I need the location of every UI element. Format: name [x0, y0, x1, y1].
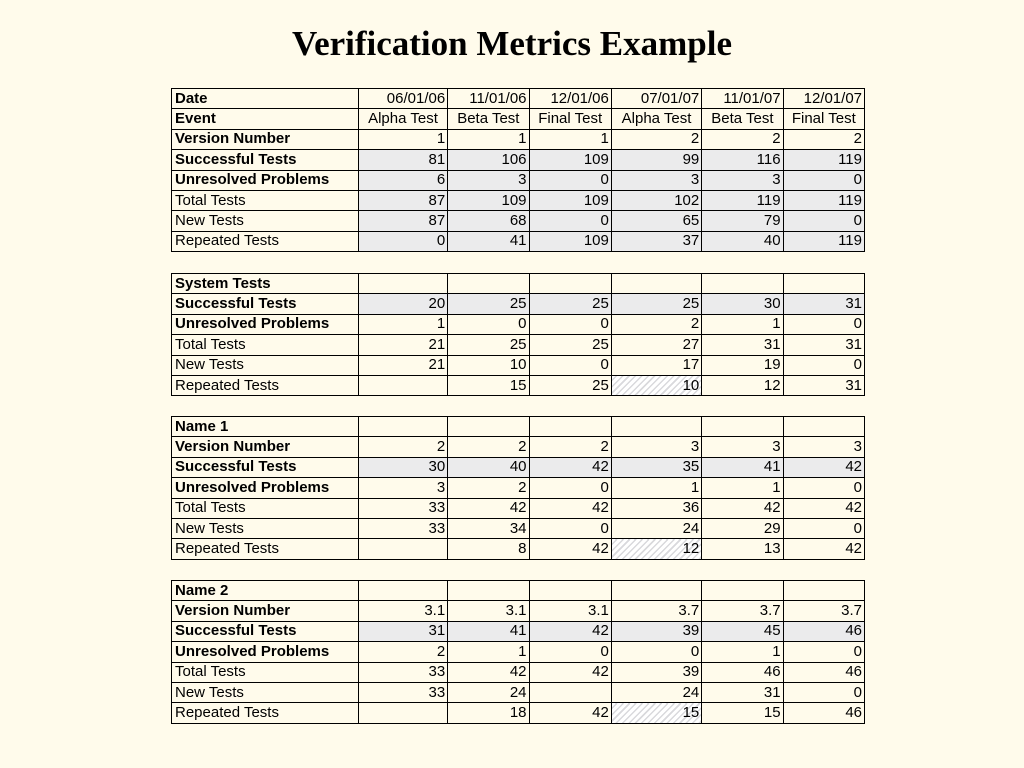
table-cell: 42: [783, 539, 864, 559]
row-label: Total Tests: [172, 335, 359, 355]
row-label: Total Tests: [172, 498, 359, 518]
table-row: [172, 417, 865, 437]
table-cell: 39: [611, 662, 701, 682]
row-label: Successful Tests: [172, 150, 359, 170]
table-cell: 12/01/07: [783, 89, 864, 109]
table-cell: 40: [702, 231, 783, 251]
table-cell: 2: [702, 129, 783, 149]
table-cell: 46: [702, 662, 783, 682]
table-cell: 34: [448, 518, 529, 538]
table-cell: 24: [448, 682, 529, 702]
table-cell: 42: [529, 662, 611, 682]
table-cell: [358, 703, 447, 723]
row-label: Repeated Tests: [172, 539, 359, 559]
system-tests-table: [171, 273, 865, 396]
row-label: Successful Tests: [172, 621, 359, 641]
table-cell: 3: [358, 478, 447, 498]
table-row: [172, 478, 865, 498]
table-cell: 3: [448, 170, 529, 190]
table-cell: 21: [358, 335, 447, 355]
table-cell: 42: [448, 498, 529, 518]
table-cell: 3.7: [702, 601, 783, 621]
table-cell: 0: [783, 478, 864, 498]
table-cell: 0: [529, 314, 611, 334]
table-cell: 87: [358, 190, 447, 210]
table-cell: 31: [702, 682, 783, 702]
table-row: [172, 581, 865, 601]
table-cell: Beta Test: [702, 109, 783, 129]
table-cell: 40: [448, 457, 529, 477]
table-cell: 2: [611, 314, 701, 334]
row-label: Name 1: [172, 417, 359, 437]
name-1-table: [171, 416, 865, 560]
table-cell: 36: [611, 498, 701, 518]
table-cell: [783, 581, 864, 601]
table-cell: 20: [358, 294, 447, 314]
table-cell: 33: [358, 662, 447, 682]
table-cell: 3: [611, 437, 701, 457]
row-label: Version Number: [172, 129, 359, 149]
table-cell: [529, 274, 611, 294]
table-cell: 25: [529, 294, 611, 314]
table-cell: 0: [358, 231, 447, 251]
table-cell: 41: [702, 457, 783, 477]
table-cell: 42: [702, 498, 783, 518]
table-cell: [783, 274, 864, 294]
table-cell: 102: [611, 190, 701, 210]
table-cell: 15: [448, 375, 529, 395]
table-cell: 3.7: [611, 601, 701, 621]
table-cell: 0: [783, 170, 864, 190]
table-cell: 3: [702, 437, 783, 457]
table-cell: 17: [611, 355, 701, 375]
table-row: [172, 703, 865, 723]
table-cell: 65: [611, 211, 701, 231]
table-row: [172, 294, 865, 314]
row-label: New Tests: [172, 355, 359, 375]
table-row: [172, 274, 865, 294]
table-cell: 31: [783, 294, 864, 314]
table-cell: 0: [448, 314, 529, 334]
table-cell: 2: [529, 437, 611, 457]
table-cell: 29: [702, 518, 783, 538]
row-label: Event: [172, 109, 359, 129]
table-cell: 109: [448, 190, 529, 210]
table-cell: [448, 417, 529, 437]
table-cell: 30: [702, 294, 783, 314]
table-cell: 1: [702, 478, 783, 498]
table-cell: 1: [529, 129, 611, 149]
table-cell: 46: [783, 703, 864, 723]
table-cell: 27: [611, 335, 701, 355]
table-cell: 31: [358, 621, 447, 641]
table-cell: 99: [611, 150, 701, 170]
table-cell: 45: [702, 621, 783, 641]
table-cell: 119: [783, 231, 864, 251]
table-cell: 116: [702, 150, 783, 170]
table-cell: [611, 417, 701, 437]
table-cell: 46: [783, 662, 864, 682]
table-cell: 3.1: [448, 601, 529, 621]
table-cell: Final Test: [783, 109, 864, 129]
table-cell: 2: [448, 478, 529, 498]
table-cell: 2: [611, 129, 701, 149]
table-cell: 119: [783, 150, 864, 170]
table-cell: [702, 274, 783, 294]
row-label: Version Number: [172, 601, 359, 621]
table-cell: 33: [358, 518, 447, 538]
table-cell: 15: [702, 703, 783, 723]
table-cell: 6: [358, 170, 447, 190]
table-row: [172, 375, 865, 395]
table-row: [172, 601, 865, 621]
table-cell: [448, 581, 529, 601]
row-label: Unresolved Problems: [172, 170, 359, 190]
table-cell: 31: [702, 335, 783, 355]
table-cell: 1: [611, 478, 701, 498]
table-cell: 19: [702, 355, 783, 375]
table-cell: [448, 274, 529, 294]
row-label: Total Tests: [172, 662, 359, 682]
table-cell: 2: [783, 129, 864, 149]
table-cell: 11/01/07: [702, 89, 783, 109]
table-row: [172, 150, 865, 170]
table-cell: 42: [529, 703, 611, 723]
table-cell: 35: [611, 457, 701, 477]
row-label: New Tests: [172, 682, 359, 702]
row-label: Unresolved Problems: [172, 314, 359, 334]
table-cell: Alpha Test: [358, 109, 447, 129]
table-row: [172, 662, 865, 682]
table-cell: [529, 581, 611, 601]
table-cell: 109: [529, 150, 611, 170]
table-cell: 15: [611, 703, 701, 723]
row-label: Version Number: [172, 437, 359, 457]
table-cell: 31: [783, 335, 864, 355]
table-cell: 33: [358, 682, 447, 702]
row-label: Repeated Tests: [172, 375, 359, 395]
table-row: [172, 355, 865, 375]
table-cell: 1: [702, 314, 783, 334]
table-cell: 3.1: [529, 601, 611, 621]
table-row: [172, 682, 865, 702]
summary-table: [171, 88, 865, 252]
table-cell: [702, 417, 783, 437]
table-cell: 42: [529, 498, 611, 518]
table-cell: 46: [783, 621, 864, 641]
table-cell: 21: [358, 355, 447, 375]
table-row: [172, 211, 865, 231]
table-cell: [529, 682, 611, 702]
table-cell: 68: [448, 211, 529, 231]
page-title: Verification Metrics Example: [292, 24, 732, 63]
table-cell: Beta Test: [448, 109, 529, 129]
table-cell: 0: [783, 211, 864, 231]
table-cell: 3.7: [783, 601, 864, 621]
table-cell: 1: [702, 642, 783, 662]
table-cell: 3: [611, 170, 701, 190]
table-cell: 07/01/07: [611, 89, 701, 109]
row-label: Successful Tests: [172, 457, 359, 477]
table-cell: 0: [783, 682, 864, 702]
table-cell: 12: [611, 539, 701, 559]
table-cell: 3: [783, 437, 864, 457]
table-cell: 109: [529, 231, 611, 251]
table-cell: 24: [611, 518, 701, 538]
table-cell: 41: [448, 621, 529, 641]
table-cell: 119: [783, 190, 864, 210]
row-label: New Tests: [172, 211, 359, 231]
row-label: Unresolved Problems: [172, 642, 359, 662]
table-row: [172, 231, 865, 251]
table-cell: 1: [448, 129, 529, 149]
table-row: [172, 642, 865, 662]
table-cell: 39: [611, 621, 701, 641]
table-cell: 18: [448, 703, 529, 723]
table-cell: 0: [783, 642, 864, 662]
table-cell: 2: [358, 437, 447, 457]
table-row: [172, 129, 865, 149]
table-cell: 42: [783, 498, 864, 518]
table-cell: 06/01/06: [358, 89, 447, 109]
table-cell: [358, 417, 447, 437]
row-label: Unresolved Problems: [172, 478, 359, 498]
table-cell: 0: [783, 314, 864, 334]
table-cell: Final Test: [529, 109, 611, 129]
row-label: Repeated Tests: [172, 231, 359, 251]
table-cell: 25: [611, 294, 701, 314]
table-cell: 0: [783, 518, 864, 538]
table-cell: [611, 274, 701, 294]
table-cell: 1: [358, 314, 447, 334]
table-cell: 87: [358, 211, 447, 231]
table-cell: Alpha Test: [611, 109, 701, 129]
table-cell: 31: [783, 375, 864, 395]
row-label: New Tests: [172, 518, 359, 538]
table-cell: 0: [529, 170, 611, 190]
table-cell: 42: [529, 621, 611, 641]
table-cell: 0: [529, 355, 611, 375]
table-cell: [358, 274, 447, 294]
table-cell: 25: [448, 335, 529, 355]
table-cell: 12/01/06: [529, 89, 611, 109]
table-cell: [358, 581, 447, 601]
table-cell: 42: [448, 662, 529, 682]
table-cell: 0: [529, 211, 611, 231]
table-cell: 2: [448, 437, 529, 457]
table-cell: 10: [611, 375, 701, 395]
table-cell: 3.1: [358, 601, 447, 621]
table-cell: 0: [611, 642, 701, 662]
table-row: [172, 498, 865, 518]
table-cell: 11/01/06: [448, 89, 529, 109]
table-row: [172, 314, 865, 334]
table-cell: 10: [448, 355, 529, 375]
table-cell: 109: [529, 190, 611, 210]
table-cell: 0: [529, 518, 611, 538]
table-cell: 42: [783, 457, 864, 477]
name-2-table: [171, 580, 865, 724]
table-cell: 25: [529, 335, 611, 355]
table-row: [172, 190, 865, 210]
table-row: [172, 89, 865, 109]
table-row: [172, 539, 865, 559]
row-label: Date: [172, 89, 359, 109]
table-cell: 8: [448, 539, 529, 559]
table-cell: 119: [702, 190, 783, 210]
table-cell: [783, 417, 864, 437]
table-cell: 13: [702, 539, 783, 559]
table-cell: 0: [529, 478, 611, 498]
row-label: Total Tests: [172, 190, 359, 210]
row-label: Name 2: [172, 581, 359, 601]
row-label: System Tests: [172, 274, 359, 294]
table-cell: 24: [611, 682, 701, 702]
table-row: [172, 437, 865, 457]
table-cell: 81: [358, 150, 447, 170]
table-row: [172, 335, 865, 355]
table-cell: 3: [702, 170, 783, 190]
table-cell: 12: [702, 375, 783, 395]
table-cell: 1: [448, 642, 529, 662]
table-cell: 41: [448, 231, 529, 251]
table-cell: 37: [611, 231, 701, 251]
table-cell: 33: [358, 498, 447, 518]
table-cell: 0: [783, 355, 864, 375]
table-cell: [529, 417, 611, 437]
table-cell: 42: [529, 539, 611, 559]
row-label: Repeated Tests: [172, 703, 359, 723]
table-row: [172, 109, 865, 129]
table-cell: 1: [358, 129, 447, 149]
table-cell: 25: [448, 294, 529, 314]
table-cell: [358, 375, 447, 395]
table-row: [172, 170, 865, 190]
table-cell: [611, 581, 701, 601]
table-cell: 0: [529, 642, 611, 662]
table-cell: 30: [358, 457, 447, 477]
table-cell: 42: [529, 457, 611, 477]
table-cell: [702, 581, 783, 601]
table-row: [172, 457, 865, 477]
row-label: Successful Tests: [172, 294, 359, 314]
table-cell: 79: [702, 211, 783, 231]
table-row: [172, 621, 865, 641]
table-cell: 2: [358, 642, 447, 662]
table-cell: 106: [448, 150, 529, 170]
table-cell: [358, 539, 447, 559]
table-row: [172, 518, 865, 538]
table-cell: 25: [529, 375, 611, 395]
